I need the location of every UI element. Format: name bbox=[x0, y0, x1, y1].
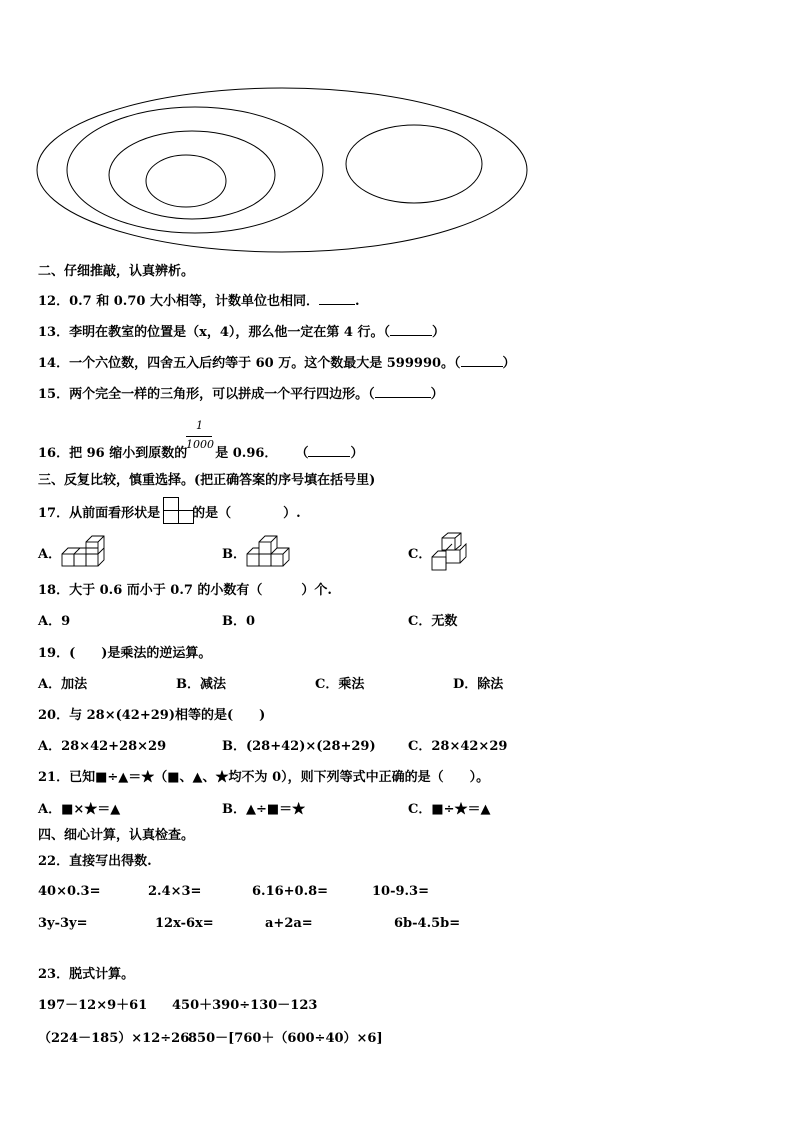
q14-text: 14．一个六位数，四舍五入后约等于 60 万。这个数最大是 599990。（ bbox=[38, 356, 461, 371]
set-ellipses-diagram bbox=[0, 0, 794, 260]
q12-period: . bbox=[354, 294, 360, 309]
q21-option-b[interactable]: B．▲÷■＝★ bbox=[222, 802, 306, 817]
q16-fraction-denominator: 1000 bbox=[186, 438, 214, 451]
q20-option-b[interactable]: B．(28+42)×(28+29) bbox=[222, 739, 376, 754]
question-19: 19．( )是乘法的逆运算。 bbox=[38, 646, 212, 661]
q22-item-5: 3y-3y= bbox=[38, 916, 88, 931]
outer-ellipse bbox=[37, 88, 527, 252]
inner-ellipse bbox=[146, 155, 226, 207]
q16-text-end: 是 0.96． bbox=[215, 446, 278, 461]
q18-option-a[interactable]: A．9 bbox=[38, 614, 71, 629]
q15-text: 15．两个完全一样的三角形，可以拼成一个平行四边形。（ bbox=[38, 387, 375, 402]
q17-option-b-cubes[interactable] bbox=[245, 536, 295, 572]
q16-fraction-numerator: 1 bbox=[196, 419, 203, 432]
q17-text: 17．从前面看形状是 bbox=[38, 506, 161, 521]
q17-front-view-shape bbox=[163, 497, 195, 527]
q18-option-c[interactable]: C．无数 bbox=[408, 614, 458, 629]
q20-option-a[interactable]: A．28×42+28×29 bbox=[38, 739, 167, 754]
q23-item-1: 197－12×9＋61 bbox=[38, 998, 148, 1013]
q20-option-c[interactable]: C．28×42×29 bbox=[408, 739, 508, 754]
section-2-title: 二、仔细推敲，认真辨析。 bbox=[38, 264, 195, 279]
q15-answer-blank[interactable] bbox=[375, 385, 431, 398]
q16-fraction-bar bbox=[186, 436, 212, 437]
q15-close-paren: ） bbox=[430, 387, 444, 402]
q19-option-d[interactable]: D．除法 bbox=[453, 677, 504, 692]
q17-option-a-label[interactable]: A． bbox=[38, 547, 62, 562]
right-ellipse bbox=[346, 125, 482, 203]
question-15 bbox=[38, 385, 444, 403]
q21-option-a[interactable]: A．■×★＝▲ bbox=[38, 802, 121, 817]
q23-item-3: （224－185）×12÷26 bbox=[38, 1031, 190, 1046]
q23-item-4: 850－[760＋（600÷40）×6] bbox=[188, 1031, 383, 1046]
second-ellipse bbox=[67, 107, 323, 233]
question-18: 18．大于 0.6 而小于 0.7 的小数有（ ）个. bbox=[38, 583, 332, 598]
question-23-title: 23．脱式计算。 bbox=[38, 967, 135, 982]
q23-item-2: 450＋390÷130－123 bbox=[172, 998, 318, 1013]
q14-answer-blank[interactable] bbox=[461, 354, 503, 367]
q19-option-b[interactable]: B．减法 bbox=[176, 677, 226, 692]
q22-item-7: a+2a= bbox=[265, 916, 313, 931]
section-4-title: 四、细心计算，认真检查。 bbox=[38, 828, 195, 843]
q16-text: 16．把 96 缩小到原数的 bbox=[38, 446, 188, 461]
q19-option-a[interactable]: A．加法 bbox=[38, 677, 88, 692]
q12-answer-blank[interactable] bbox=[319, 292, 355, 305]
question-13 bbox=[38, 323, 445, 341]
q22-item-8: 6b-4.5b= bbox=[394, 916, 461, 931]
q21-option-c[interactable]: C．■÷★＝▲ bbox=[408, 802, 491, 817]
q18-option-b[interactable]: B．0 bbox=[222, 614, 256, 629]
q17-text-end: 的是（ ）. bbox=[192, 506, 301, 521]
question-20: 20．与 28×(42+29)相等的是( ) bbox=[38, 708, 266, 723]
q22-item-2: 2.4×3= bbox=[148, 884, 202, 899]
q17-option-a-cubes[interactable] bbox=[60, 536, 110, 572]
q22-item-1: 40×0.3= bbox=[38, 884, 101, 899]
question-16 bbox=[38, 444, 363, 462]
q13-close-paren: ） bbox=[431, 325, 445, 340]
q16-answer-blank[interactable] bbox=[308, 444, 350, 457]
q16-open-paren: （ bbox=[295, 446, 309, 461]
q17-option-c-cubes[interactable] bbox=[430, 533, 474, 573]
q14-close-paren: ） bbox=[502, 356, 516, 371]
section-3-title: 三、反复比较，慎重选择。(把正确答案的序号填在括号里) bbox=[38, 473, 376, 488]
question-21: 21．已知■÷▲＝★（■、▲、★均不为 0），则下列等式中正确的是（ ）。 bbox=[38, 770, 490, 785]
question-12 bbox=[38, 292, 359, 310]
question-22-title: 22．直接写出得数. bbox=[38, 854, 152, 869]
q19-option-c[interactable]: C．乘法 bbox=[315, 677, 365, 692]
q13-text: 13．李明在教室的位置是（x，4），那么他一定在第 4 行。（ bbox=[38, 325, 390, 340]
q17-option-b-label[interactable]: B． bbox=[222, 547, 246, 562]
question-14 bbox=[38, 354, 516, 372]
q12-text: 12．0.7 和 0.70 大小相等，计数单位也相同． bbox=[38, 294, 319, 309]
third-ellipse bbox=[109, 131, 275, 219]
q22-item-6: 12x-6x= bbox=[155, 916, 214, 931]
q17-option-c-label[interactable]: C． bbox=[408, 547, 432, 562]
q22-item-4: 10-9.3= bbox=[372, 884, 429, 899]
q13-answer-blank[interactable] bbox=[390, 323, 432, 336]
q22-item-3: 6.16+0.8= bbox=[252, 884, 329, 899]
q16-close-paren: ） bbox=[350, 446, 364, 461]
